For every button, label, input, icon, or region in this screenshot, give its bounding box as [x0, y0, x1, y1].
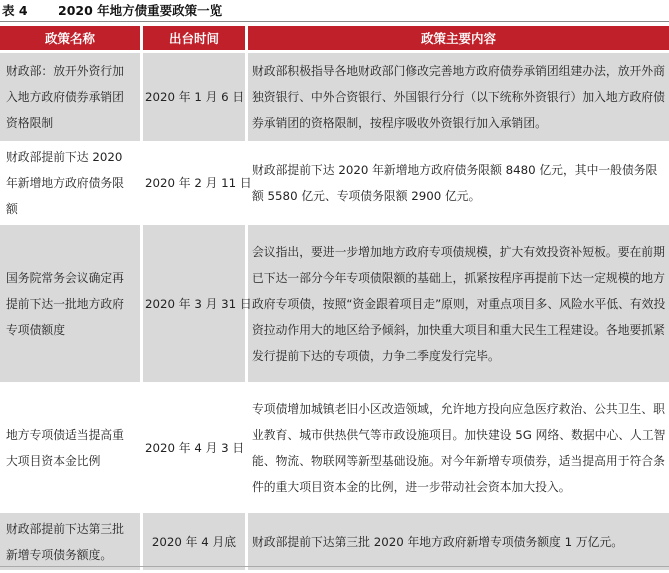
table-header-row — [0, 26, 669, 50]
policy-name-cell: 财政部：放开外资行加入地方政府债券承销团资格限制 — [0, 53, 143, 141]
issue-date-cell: 2020 年 2 月 11 日 — [143, 144, 248, 222]
policy-content-cell: 专项债增加城镇老旧小区改造领域，允许地方投向应急医疗救治、公共卫生、职业教育、城市供热供气等市政设施项目。加快建设 5G 网络、数据中心、人工智能、物流、物联网等新型基础设施。对今年新增专项债券，适当提高用于符合条件的重大项目资本金的比例，进一步带动社会资本加大投入。 — [248, 385, 669, 510]
table-row — [0, 513, 669, 570]
issue-date-cell: 2020 年 4 月底 — [143, 513, 248, 570]
column-header-issue-date: 出台时间 — [143, 26, 248, 50]
table-row — [0, 385, 669, 510]
policy-table — [0, 23, 669, 573]
caption-rule — [0, 21, 669, 22]
policy-name-cell: 地方专项债适当提高重大项目资本金比例 — [0, 385, 143, 510]
table-bottom-rule — [0, 566, 669, 567]
policy-name-cell: 财政部提前下达第三批新增专项债务额度。 — [0, 513, 143, 570]
policy-content-cell: 财政部提前下达第三批 2020 年地方政府新增专项债务额度 1 万亿元。 — [248, 513, 669, 570]
column-header-policy-name: 政策名称 — [0, 26, 143, 50]
policy-content-cell: 会议指出，要进一步增加地方政府专项债规模，扩大有效投资补短板。要在前期已下达一部分今年专项债限额的基础上，抓紧按程序再提前下达一定规模的地方政府专项债，按照“资金跟着项目走”原则，对重点项目多、风险水平低、有效投资拉动作用大的地区给予倾斜，加快重大项目和重大民生工程建设。各地要抓紧发行提前下达的专项债，力争二季度发行完毕。 — [248, 225, 669, 382]
column-header-policy-content: 政策主要内容 — [248, 26, 669, 50]
issue-date-cell: 2020 年 4 月 3 日 — [143, 385, 248, 510]
policy-content-cell: 财政部积极指导各地财政部门修改完善地方政府债券承销团组建办法，放开外商独资银行、中外合资银行、外国银行分行（以下统称外资银行）加入地方政府债券承销团的资格限制，按程序吸收外资银行加入承销团。 — [248, 53, 669, 141]
policy-content-cell: 财政部提前下达 2020 年新增地方政府债务限额 8480 亿元，其中一般债务限额 5580 亿元、专项债务限额 2900 亿元。 — [248, 144, 669, 222]
table-row — [0, 53, 669, 141]
policy-name-cell: 国务院常务会议确定再提前下达一批地方政府专项债额度 — [0, 225, 143, 382]
policy-name-cell: 财政部提前下达 2020 年新增地方政府债务限额 — [0, 144, 143, 222]
table-row — [0, 144, 669, 222]
table-row — [0, 225, 669, 382]
table-title: 2020 年地方债重要政策一览 — [58, 3, 223, 18]
table-number: 表 4 — [2, 3, 28, 18]
issue-date-cell: 2020 年 3 月 31 日 — [143, 225, 248, 382]
issue-date-cell: 2020 年 1 月 6 日 — [143, 53, 248, 141]
table-caption — [0, 0, 222, 22]
